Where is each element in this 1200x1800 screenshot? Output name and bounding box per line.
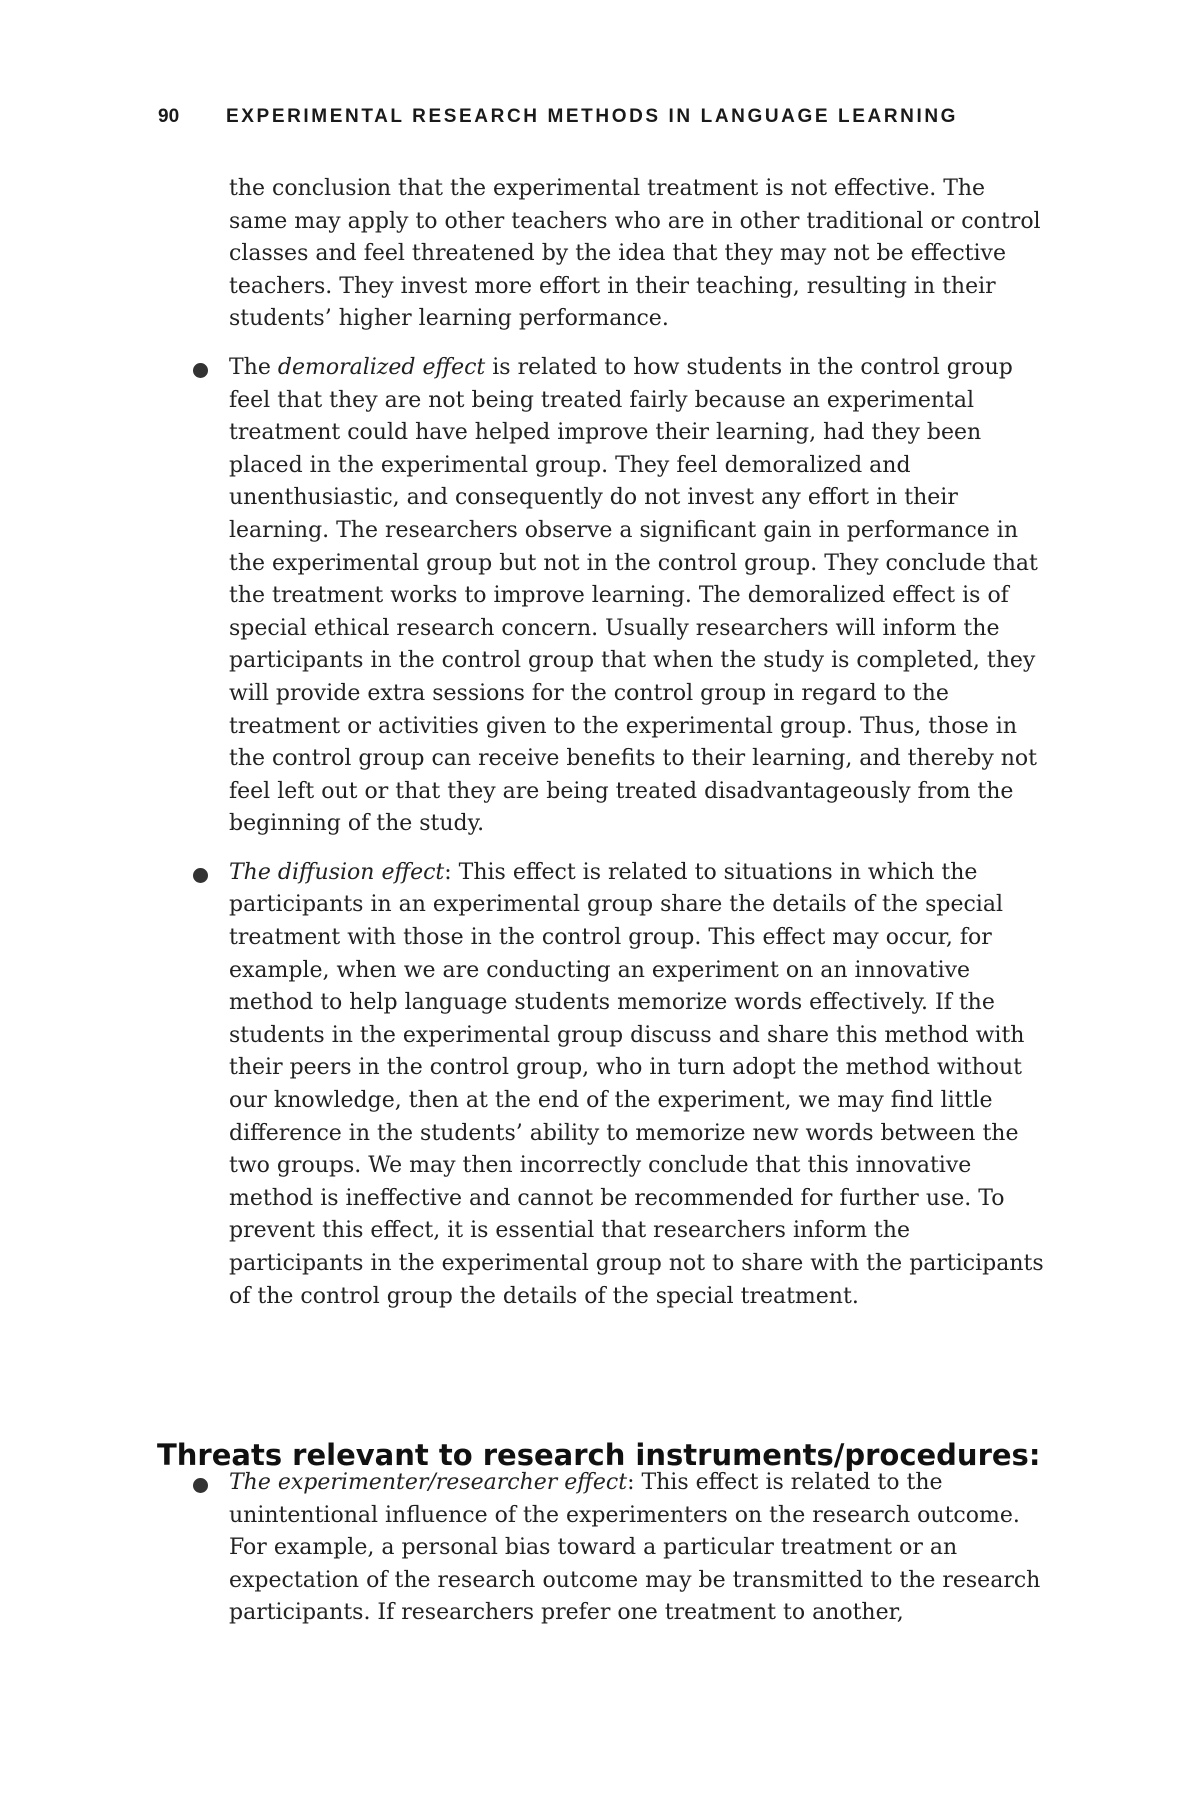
book-title: EXPERIMENTAL RESEARCH METHODS IN LANGUAGE LEARNING xyxy=(226,106,959,127)
paragraph-gap xyxy=(229,841,1049,857)
paragraph-gap xyxy=(229,336,1049,352)
page-number: 90 xyxy=(158,106,180,127)
bullet-term: demoralized effect xyxy=(277,354,486,380)
running-head xyxy=(158,106,1038,136)
bullet-dot-icon xyxy=(193,363,208,378)
bullet-lead-text: The xyxy=(229,354,278,380)
bullet-term: The diffusion effect xyxy=(229,859,445,885)
section-heading: Threats relevant to research instruments/procedures: xyxy=(157,1438,1041,1473)
bullet-term: The experimenter/researcher effect xyxy=(229,1470,628,1495)
bullet-text: is related to how students in the control group feel that they are not being treated fairly because an experimental treatment could have helped improve their learning, had they been placed in the experimental group. They feel demoralized and unenthusiastic, and consequently do not invest any effort in their learning. The researchers observe a significant gain in performance in the experimental group but not in the control group. They conclude that the treatment works to improve learning. The demoralized effect is of special ethical research concern. Usually researchers will inform the participants in the control group that when the study is completed, they will provide extra sessions for the control group in regard to the treatment or activities given to the experimental group. Thus, those in the control group can receive benefits to their learning, and thereby not feel left out or that they are being treated disadvantageously from the beginning of the study. xyxy=(229,354,1038,837)
bullet-text: : This effect is related to situations in which the participants in an experimental group share the details of the special treatment with those in the control group. This effect may occur, for example, when we are conducting an experiment on an innovative method to help language students memorize words effectively. If the students in the experimental group discuss and share this method with their peers in the control group, who in turn adopt the method without our knowledge, then at the end of the experiment, we may find little difference in the students’ ability to memorize new words between the two groups. We may then incorrectly conclude that this innovative method is ineffective and cannot be recommended for further use. To prevent this effect, it is essential that researchers inform the participants in the experimental group not to share with the participants of the control group the details of the special treatment. xyxy=(229,859,1044,1309)
bullet-diffusion-effect xyxy=(229,857,1049,1313)
intro-paragraph: the conclusion that the experimental treatment is not effective. The same may apply to other teachers who are in other traditional or control classes and feel threatened by the idea that they may not be effective teachers. They invest more effort in their teaching, resulting in their students’ higher learning performance. xyxy=(229,176,1041,332)
body-text xyxy=(229,173,1049,1313)
bullet-dot-icon xyxy=(193,1478,208,1493)
section-body xyxy=(229,1467,1049,1630)
bullet-dot-icon xyxy=(193,868,208,883)
bullet-text: : This effect is related to the unintentional influence of the experimenters on the research outcome. For example, a personal bias toward a particular treatment or an expectation of the research outcome may be transmitted to the research participants. If researchers prefer one treatment to another, xyxy=(229,1470,1041,1626)
bullet-demoralized-effect xyxy=(229,352,1049,841)
bullet-experimenter-effect xyxy=(229,1467,1049,1630)
